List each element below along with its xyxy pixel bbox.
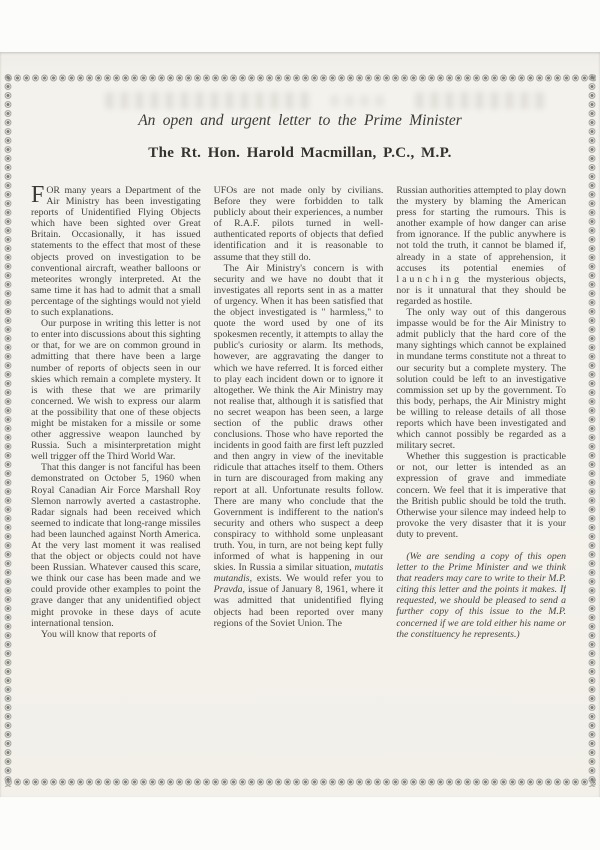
- print-bleedthrough-smudge: [105, 92, 315, 109]
- paragraph-7: Whether this suggestion is practicable or not, our letter is intended as an expression of grave and immediate concern. We feel that it is imperative that the British public should be told the truth. Otherwise your silence may indeed help to provoke the very disaster that it is your duty to prevent.: [396, 451, 567, 540]
- paragraph-5-text: The Air Ministry's concern is with security and we have no doubt that it investigates all reports sent in as a matter of urgency. When it has been satisfied that the object investigated is " harmless," to quote the word used by one of its spokesmen recently, it attempts to allay the public's curiosity or alarm. Its methods, however, are aggravating the danger to which we have referred. It is forced either to play each incident down or to ignore it altogether. We think the Air Ministry may not realise that, although it is satisfied that no secret weapon has been seen, a large section of the public draws other conclusions. Those who have reported the incidents in good faith are first left puzzled and then angry in view of the inevitable ridicule that attaches itself to them. Others in turn are discouraged from making any report at all. Unfortunate results follow. There are many who conclude that the Government is indifferent to the nation's security and others who suspect a deep conspiracy to withhold some unpleasant truth. You, in turn, are not being kept fully informed of what is happening in our skies. In Russia a similar situation,: [213, 262, 384, 574]
- paragraph-2: Our purpose in writing this letter is not to enter into discussions about this sighting or that, for we are on common ground in admitting that there have been a large number of reports of objects seen in our skies which remain a complete mystery. It is with these that we are primarily concerned. We wish to express our alarm at the possibility that one of these objects might be mistaken for a missile or some other aggressive weapon launched by Russia. Such a misinterpretation might well trigger off the Third World War.: [31, 318, 201, 463]
- paragraph-6: The only way out of this dangerous impasse would be for the Air Ministry to admit publicly that the hard core of the many sightings which cannot be explained in mundane terms constitute not a threat to our security but a complete mystery. The solution could be left to an investigative commission set up by the government. To this body, perhaps, the Air Ministry might be willing to release details of all those reports which have been investigated and which cannot possibly be regarded as a military secret.: [396, 307, 567, 452]
- paragraph-4-continued: UFOs are not made only by civilians. Before they were forbidden to talk publicly about their experiences, a number of R.A.F. pilots turned in well-authenticated reports of objects that defied identification and it is reasonable to assume that they still do.: [213, 185, 384, 263]
- paragraph-5-text: , exists. We would refer you to: [249, 573, 384, 585]
- print-bleedthrough-smudge: [415, 92, 545, 109]
- paragraph-1-text: OR many years a Department of the Air Ministry has been investigating reports of Unidentified Flying Objects which have been sighted over Great Britain. Occasionally, it has issued statements to the effect that most of these objects proved on investigation to be conventional aircraft, weather balloons or meteorites wrongly interpreted. At the same time it has had to admit that a small percentage of the sightings would not yield to such explanations.: [31, 185, 201, 319]
- publication-name: Pravda: [213, 584, 243, 596]
- letter-addressee: The Rt. Hon. Harold Macmillan, P.C., M.P.: [148, 145, 452, 161]
- ornament-border-bottom: [4, 777, 596, 787]
- column-3: [396, 185, 566, 763]
- letter-heading: An open and urgent letter to the Prime Minister: [138, 112, 462, 129]
- latin-phrase: mutatis mutandis: [213, 562, 384, 585]
- print-bleedthrough-smudge: [330, 95, 390, 107]
- paragraph-text: Russian authorities attempted to play down the mystery by blaming the American press for starting the rumours. This is another example of how danger can arise from ignorance. If the public anywhere is not told the truth, it cannot be blamed if, already in a state of apprehension, it accuses its potential enemies of: [396, 185, 567, 274]
- paragraph-5-continued: [396, 185, 566, 307]
- column-1: [31, 185, 201, 763]
- drop-cap: F: [31, 185, 45, 208]
- paragraph-4: You will know that reports of: [41, 628, 157, 640]
- paragraph-text: the mysterious objects, nor is it unnatural that they should be regarded as hostile.: [396, 273, 567, 307]
- paragraph-5-text: , issue of January 8, 1961, where it was admitted that unidentified flying objects had been reported over many regions of the Soviet Union. The: [213, 584, 384, 629]
- paragraph-3: That this danger is not fanciful has been demonstrated on October 5, 1960 when Royal Canadian Air Force Marshall Roy Slemon narrowly averted a castastrophe. Radar signals had been received which seemed to indicate that long-range missiles had been launched against North America. At the very last moment it was realised that the object or objects could not have been Russian. Whatever caused this scare, we think our case has been made and we could provide other examples to point the grave danger that any unidentified object might provoke in these days of acute international tension.: [31, 462, 201, 629]
- ornament-border-left: [3, 73, 13, 787]
- ornament-border-right: [587, 73, 597, 787]
- letter-body: [31, 185, 566, 763]
- scanned-magazine-page: [0, 52, 600, 797]
- column-2: [214, 185, 384, 763]
- paragraph-1: [31, 185, 201, 318]
- ornament-border-top: [4, 73, 596, 83]
- paragraph-5: [214, 263, 384, 629]
- emphasized-spaced-word: launching: [396, 273, 462, 285]
- editorial-note: (We are sending a copy of this open letter to the Prime Minister and we think that readers may care to write to their M.P. citing this letter and the points it makes. If requested, we should be pleased to send a further copy of this issue to the M.P. concerned if we are told either his name or the constituency he represents.): [396, 551, 567, 640]
